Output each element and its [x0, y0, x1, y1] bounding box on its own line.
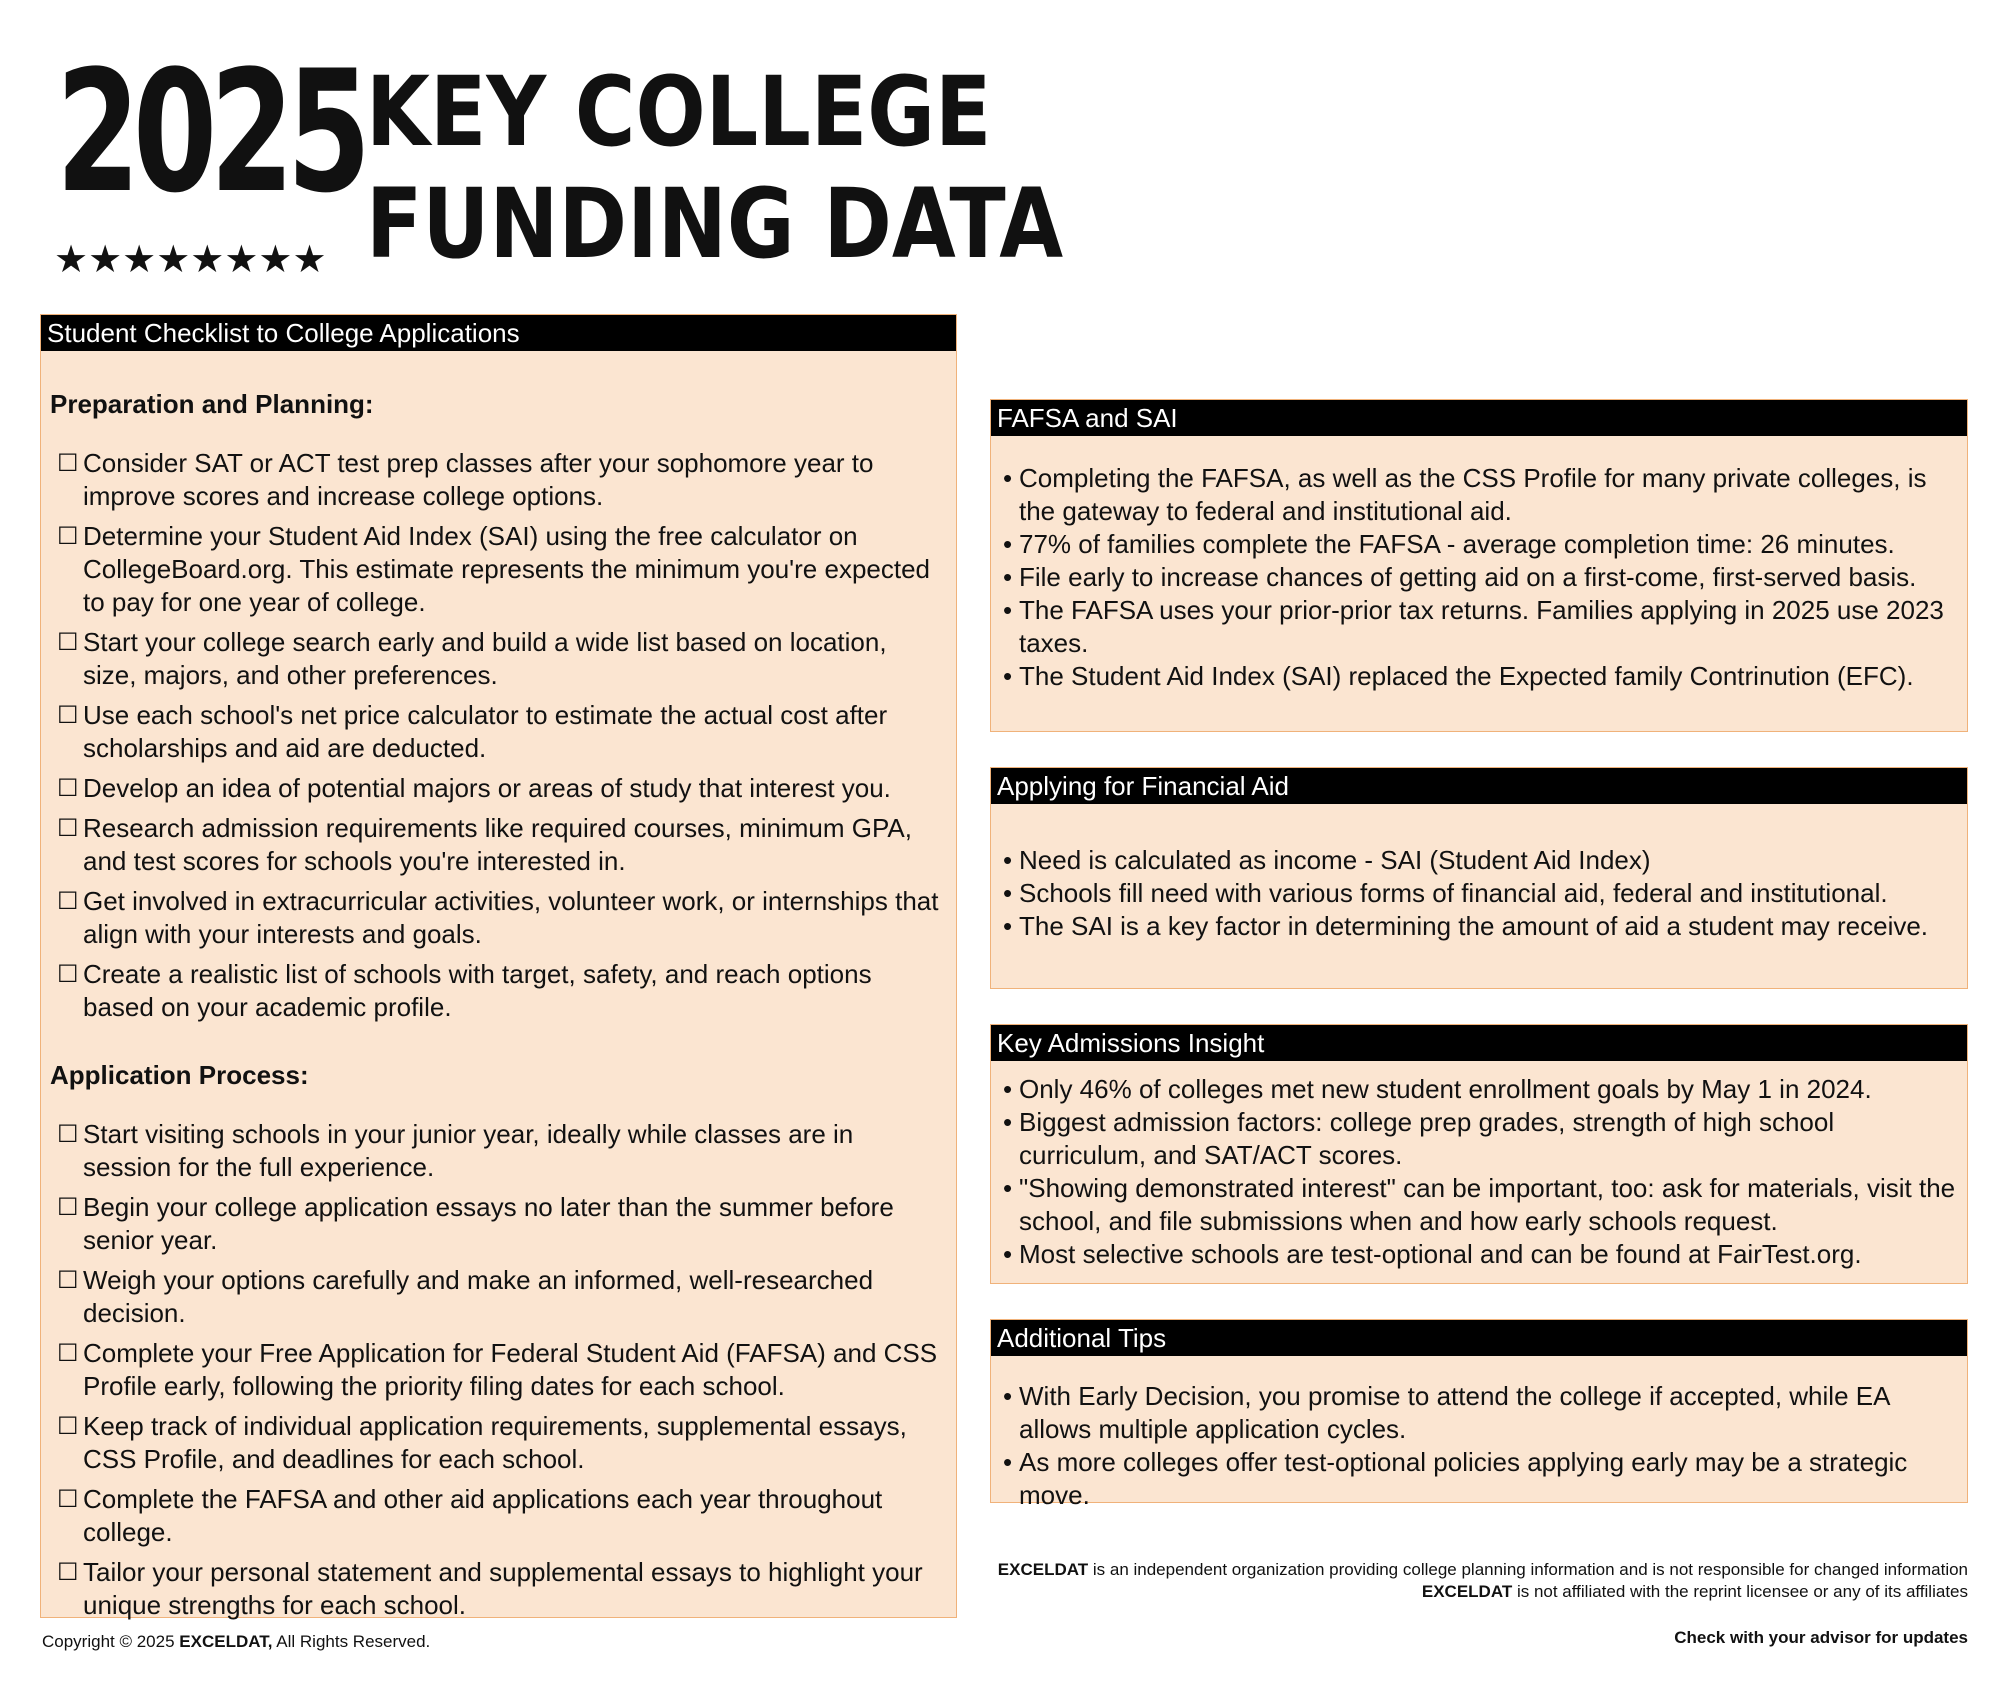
disclaimer: [998, 1559, 1968, 1603]
list-item: [1003, 844, 1961, 877]
advisor-note: Check with your advisor for updates: [1674, 1628, 1968, 1647]
bullet-icon: •: [1003, 845, 1013, 875]
copyright: Copyright © 2025 EXCELDAT, All Rights Reserved.: [42, 1632, 431, 1651]
title-line-2: FUNDING DATA: [366, 168, 1064, 280]
checklist-item-text: Complete your Free Application for Federal Student Aid (FAFSA) and CSS Profile early, following the priority filing dates for each school.: [83, 1338, 938, 1401]
checklist-item-text: Start visiting schools in your junior year, ideally while classes are in session for the full experience.: [83, 1119, 854, 1182]
checkbox-icon: ☐: [57, 887, 79, 915]
tips-heading: Additional Tips: [991, 1320, 1967, 1356]
checklist-item: [47, 1410, 950, 1476]
checklist-item: [47, 1118, 950, 1184]
checklist-item: [47, 447, 950, 513]
list-item: [1003, 1446, 1961, 1512]
list-item: [1003, 1380, 1961, 1446]
list-item-text: Need is calculated as income - SAI (Student Aid Index): [1019, 845, 1651, 875]
list-item: [1003, 561, 1961, 594]
checklist-item-text: Begin your college application essays no later than the summer before senior year.: [83, 1192, 894, 1255]
checklist-item-text: Determine your Student Aid Index (SAI) using the free calculator on CollegeBoard.org. This estimate represents the minimum you're expected to pay for one year of college.: [83, 521, 931, 617]
checklist-item: [47, 958, 950, 1024]
checkbox-icon: ☐: [57, 701, 79, 729]
bullet-icon: •: [1003, 661, 1013, 691]
checklist-item-text: Weigh your options carefully and make an informed, well-researched decision.: [83, 1265, 874, 1328]
disclaimer-line-1: EXCELDAT is an independent organization providing college planning information and is not responsible for changed information: [997, 1560, 1968, 1579]
fafsa-heading: FAFSA and SAI: [991, 400, 1967, 436]
checklist-item-text: Start your college search early and build a wide list based on location, size, majors, and other preferences.: [83, 627, 887, 690]
brand-name: EXCELDAT,: [179, 1632, 273, 1651]
prep-subheading: Preparation and Planning:: [50, 389, 374, 419]
checklist-item: [47, 1483, 950, 1549]
list-item: [1003, 528, 1961, 561]
bullet-icon: •: [1003, 1107, 1013, 1137]
list-item: [1003, 910, 1961, 943]
checkbox-icon: ☐: [57, 522, 79, 550]
bullet-icon: •: [1003, 1239, 1013, 1269]
app-list: [47, 1118, 950, 1622]
checkbox-icon: ☐: [57, 1485, 79, 1513]
checklist-item-text: Get involved in extracurricular activities, volunteer work, or internships that align with your interests and goals.: [83, 886, 939, 949]
checkbox-icon: ☐: [57, 449, 79, 477]
admissions-panel: [990, 1024, 1968, 1284]
list-item-text: Most selective schools are test-optional and can be found at FairTest.org.: [1019, 1239, 1862, 1269]
list-item: [1003, 1238, 1961, 1271]
list-item: [1003, 1106, 1961, 1172]
bullet-icon: •: [1003, 878, 1013, 908]
bullet-icon: •: [1003, 1173, 1013, 1203]
checklist-item: [47, 1556, 950, 1622]
checklist-item: [47, 626, 950, 692]
list-item-text: 77% of families complete the FAFSA - average completion time: 26 minutes.: [1019, 529, 1895, 559]
bullet-icon: •: [1003, 529, 1013, 559]
checklist-item-text: Research admission requirements like required courses, minimum GPA, and test scores for schools you're interested in.: [83, 813, 912, 876]
disclaimer-line-2: EXCELDAT is not affiliated with the reprint licensee or any of its affiliates: [1421, 1582, 1968, 1601]
checklist-heading: Student Checklist to College Applications: [41, 315, 956, 351]
checklist-item: [47, 1264, 950, 1330]
bullet-icon: •: [1003, 1447, 1013, 1477]
list-item: [1003, 1172, 1961, 1238]
list-item: [1003, 594, 1961, 660]
tips-list: [991, 1356, 1967, 1512]
list-item-text: Biggest admission factors: college prep grades, strength of high school curriculum, and SAT/ACT scores.: [1019, 1107, 1835, 1170]
year-heading: 2025: [56, 34, 364, 230]
checklist-item-text: Keep track of individual application requirements, supplemental essays, CSS Profile, and deadlines for each school.: [83, 1411, 907, 1474]
admissions-list: [991, 1061, 1967, 1271]
checklist-item: [47, 520, 950, 619]
checkbox-icon: ☐: [57, 814, 79, 842]
checklist-item-text: Use each school's net price calculator to estimate the actual cost after scholarships and aid are deducted.: [83, 700, 888, 763]
bullet-icon: •: [1003, 911, 1013, 941]
checkbox-icon: ☐: [57, 1193, 79, 1221]
bullet-icon: •: [1003, 595, 1013, 625]
list-item-text: Schools fill need with various forms of financial aid, federal and institutional.: [1019, 878, 1888, 908]
checklist-item: [47, 699, 950, 765]
list-item-text: With Early Decision, you promise to attend the college if accepted, while EA allows multiple application cycles.: [1019, 1381, 1889, 1444]
prep-list: [47, 447, 950, 1024]
list-item: [1003, 1073, 1961, 1106]
checklist-item: [47, 772, 950, 805]
checkbox-icon: ☐: [57, 1339, 79, 1367]
checkbox-icon: ☐: [57, 628, 79, 656]
checklist-item: [47, 1191, 950, 1257]
brand-name: EXCELDAT: [1421, 1582, 1513, 1601]
title-line-1: KEY COLLEGE: [366, 56, 992, 168]
list-item: [1003, 462, 1961, 528]
checklist-item-text: Tailor your personal statement and supplemental essays to highlight your unique strengths for each school.: [83, 1557, 923, 1620]
list-item-text: As more colleges offer test-optional policies applying early may be a strategic move.: [1019, 1447, 1908, 1510]
checkbox-icon: ☐: [57, 960, 79, 988]
checkbox-icon: ☐: [57, 774, 79, 802]
bullet-icon: •: [1003, 562, 1013, 592]
checklist-item-text: Develop an idea of potential majors or areas of study that interest you.: [83, 773, 891, 803]
star-rating-icon: ★★★★★★★★: [54, 237, 327, 281]
page-title: [366, 56, 1063, 280]
checklist-item-text: Create a realistic list of schools with target, safety, and reach options based on your academic profile.: [83, 959, 872, 1022]
bullet-icon: •: [1003, 1074, 1013, 1104]
checkbox-icon: ☐: [57, 1412, 79, 1440]
checklist-item: [47, 1337, 950, 1403]
list-item-text: The FAFSA uses your prior-prior tax returns. Families applying in 2025 use 2023 taxes.: [1019, 595, 1944, 658]
list-item: [1003, 877, 1961, 910]
brand-name: EXCELDAT: [997, 1560, 1089, 1579]
checkbox-icon: ☐: [57, 1120, 79, 1148]
checklist-item: [47, 812, 950, 878]
list-item: [1003, 660, 1961, 693]
fafsa-panel: [990, 399, 1968, 732]
list-item-text: File early to increase chances of getting aid on a first-come, first-served basis.: [1019, 562, 1917, 592]
financial-aid-list: [991, 804, 1967, 943]
financial-aid-heading: Applying for Financial Aid: [991, 768, 1967, 804]
checklist-panel: [40, 314, 957, 1618]
list-item-text: Completing the FAFSA, as well as the CSS Profile for many private colleges, is the gateway to federal and institutional aid.: [1019, 463, 1927, 526]
bullet-icon: •: [1003, 463, 1013, 493]
list-item-text: "Showing demonstrated interest" can be important, too: ask for materials, visit the school, and file submissions when and how early schools request.: [1019, 1173, 1956, 1236]
list-item-text: The Student Aid Index (SAI) replaced the Expected family Contrinution (EFC).: [1019, 661, 1914, 691]
checklist-item-text: Complete the FAFSA and other aid applications each year throughout college.: [83, 1484, 883, 1547]
checklist-item: [47, 885, 950, 951]
fafsa-list: [991, 436, 1967, 693]
list-item-text: The SAI is a key factor in determining the amount of aid a student may receive.: [1019, 911, 1929, 941]
app-subheading: Application Process:: [50, 1060, 309, 1090]
checkbox-icon: ☐: [57, 1558, 79, 1586]
tips-panel: [990, 1319, 1968, 1510]
admissions-heading: Key Admissions Insight: [991, 1025, 1967, 1061]
list-item-text: Only 46% of colleges met new student enrollment goals by May 1 in 2024.: [1019, 1074, 1872, 1104]
bullet-icon: •: [1003, 1381, 1013, 1411]
financial-aid-panel: [990, 767, 1968, 989]
checkbox-icon: ☐: [57, 1266, 79, 1294]
checklist-item-text: Consider SAT or ACT test prep classes after your sophomore year to improve scores and increase college options.: [83, 448, 874, 511]
